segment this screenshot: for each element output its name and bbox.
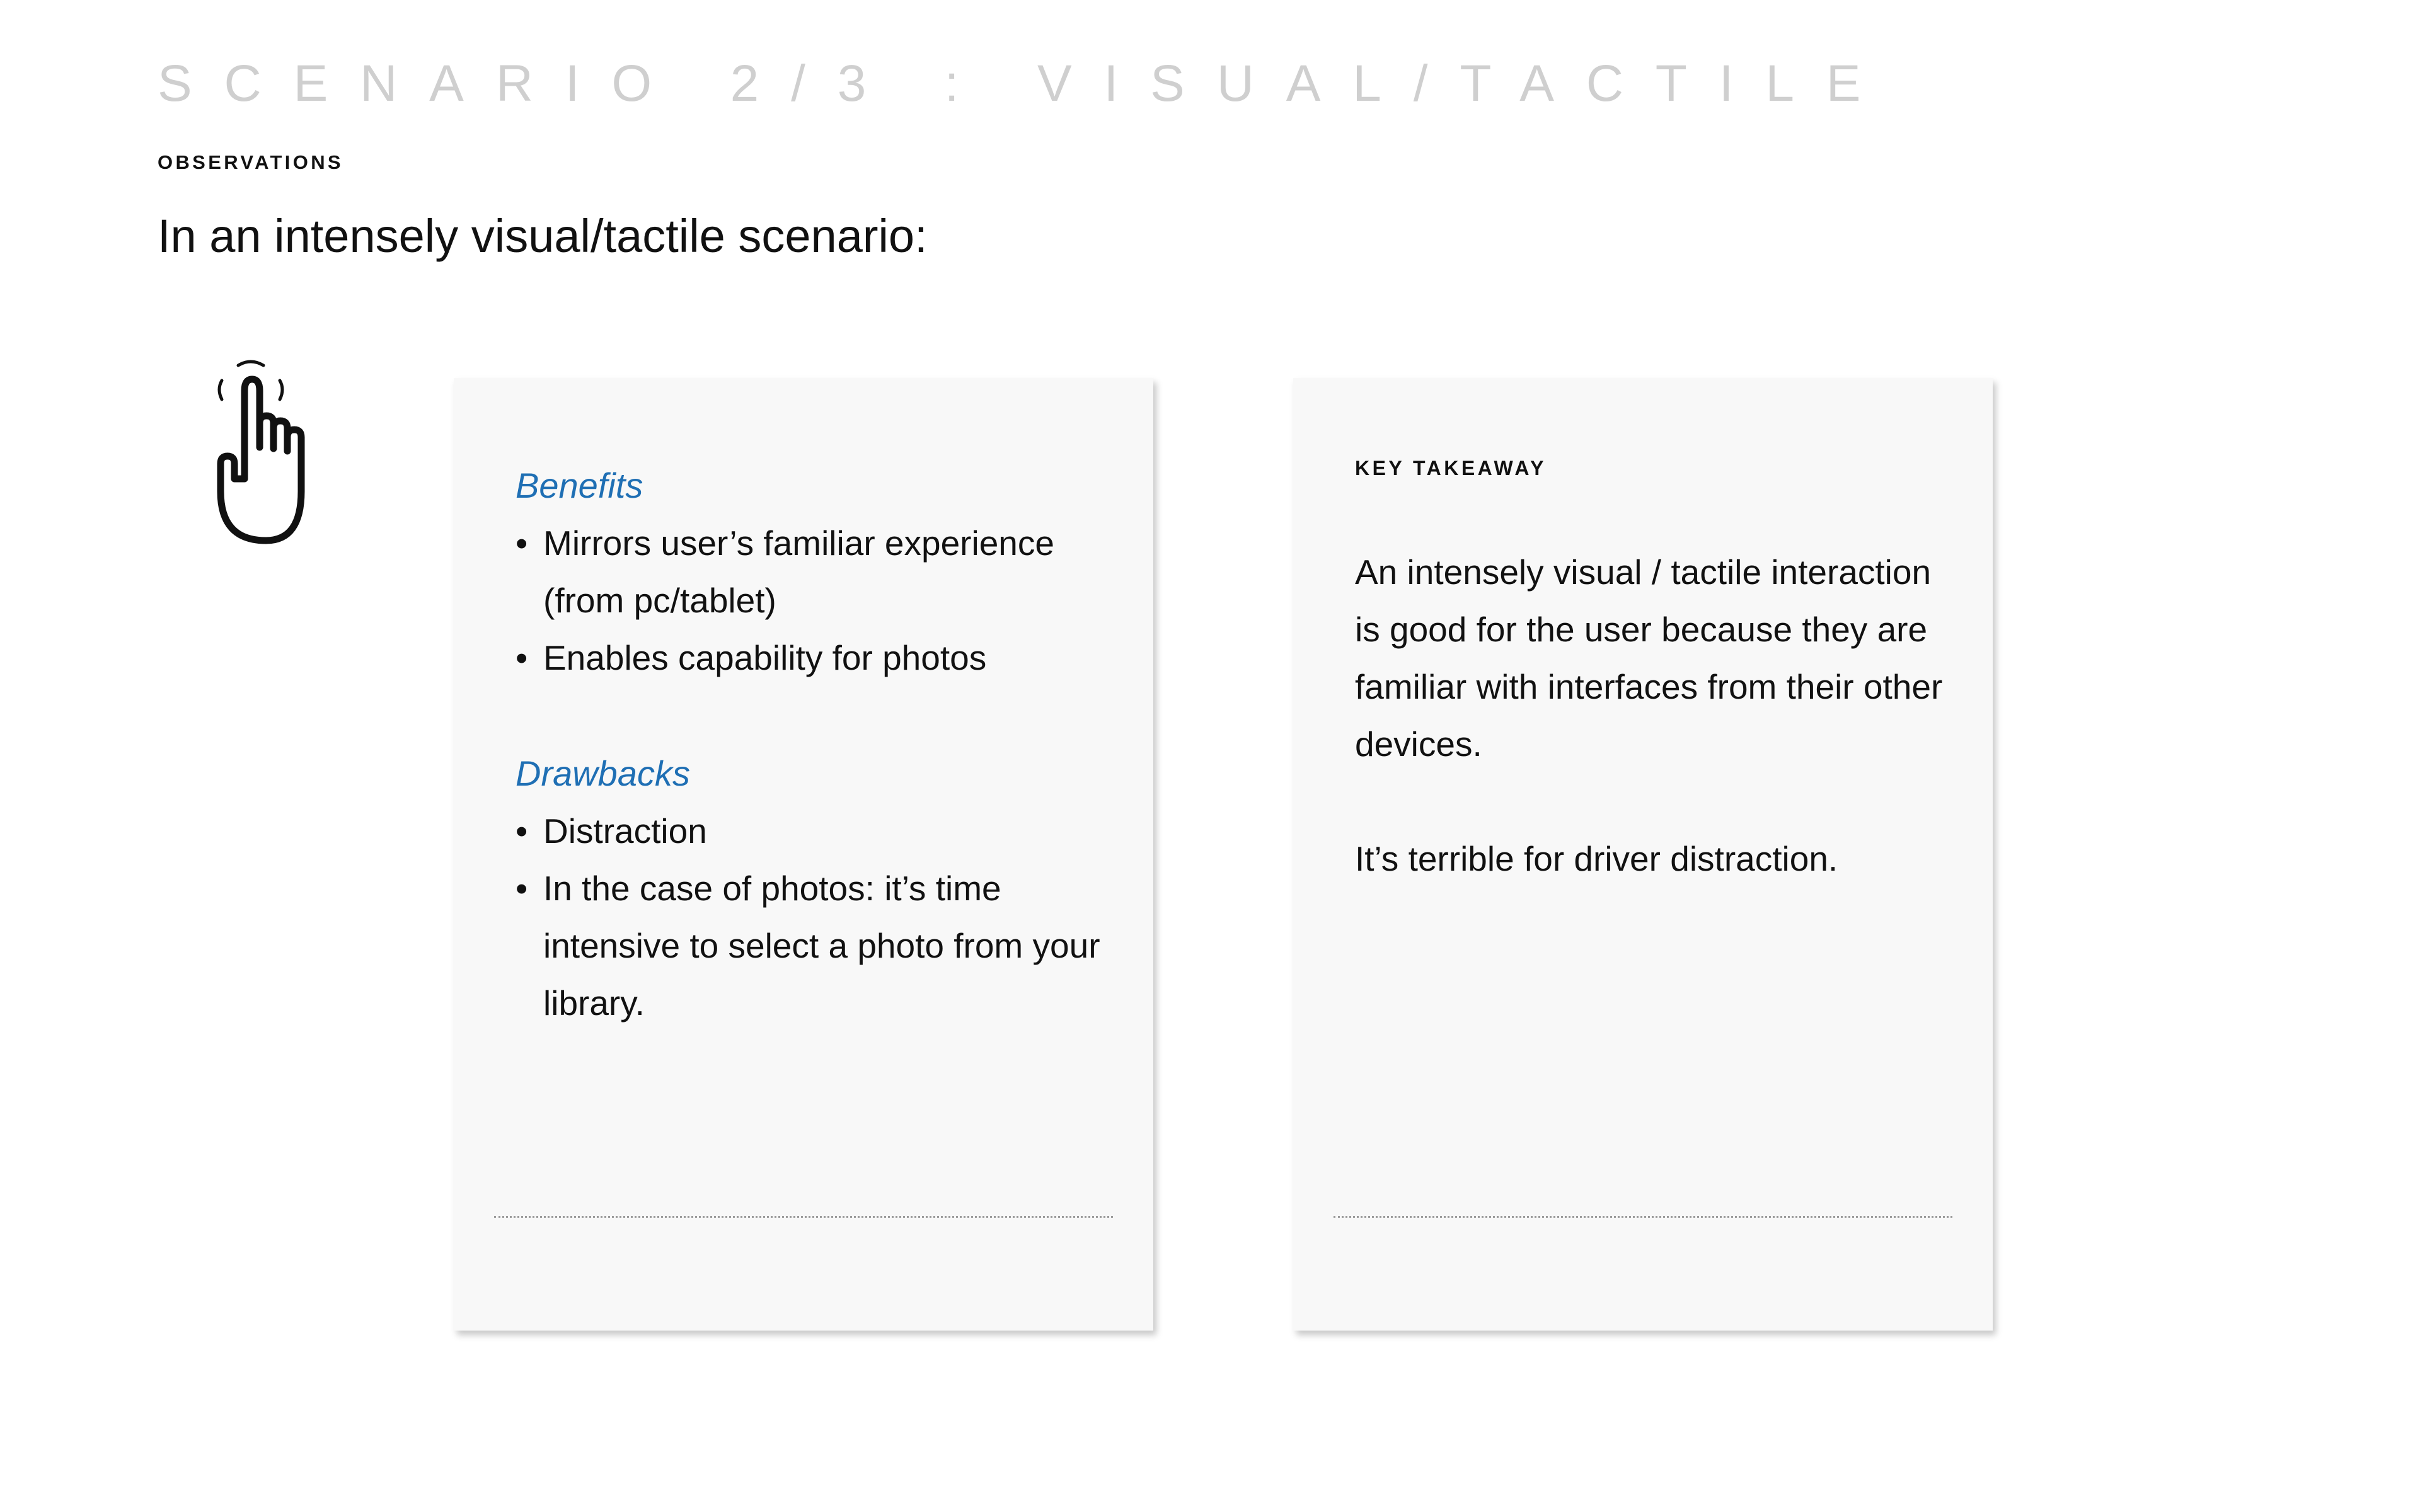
list-item: • Enables capability for photos	[516, 629, 1115, 687]
benefits-heading: Benefits	[516, 466, 643, 505]
takeaway-paragraph: It’s terrible for driver distraction.	[1355, 839, 1838, 878]
hand-tap-icon	[208, 353, 334, 554]
section-label: OBSERVATIONS	[158, 151, 343, 173]
dotted-divider	[494, 1216, 1113, 1218]
list-item: • Mirrors user’s familiar experience (from pc/tablet)	[516, 515, 1115, 629]
dotted-divider	[1334, 1216, 1952, 1218]
slide-subtitle: In an intensely visual/tactile scenario:	[158, 210, 928, 262]
benefits-list	[516, 515, 1115, 687]
list-item: • Distraction	[516, 803, 1115, 860]
key-takeaway-label: KEY TAKEAWAY	[1355, 457, 1547, 479]
list-item: • In the case of photos: it’s time intensive to select a photo from your library.	[516, 860, 1115, 1032]
takeaway-paragraph: An intensely visual / tactile interaction is good for the user because they are familiar with interfaces from their other devices.	[1355, 553, 1943, 764]
drawbacks-list	[516, 803, 1115, 1032]
drawbacks-heading: Drawbacks	[516, 753, 690, 793]
slide-title: SCENARIO 2/3 : VISUAL/TACTILE	[158, 55, 1893, 112]
key-takeaway-card	[1293, 378, 1993, 1331]
benefits-drawbacks-card	[454, 378, 1153, 1331]
